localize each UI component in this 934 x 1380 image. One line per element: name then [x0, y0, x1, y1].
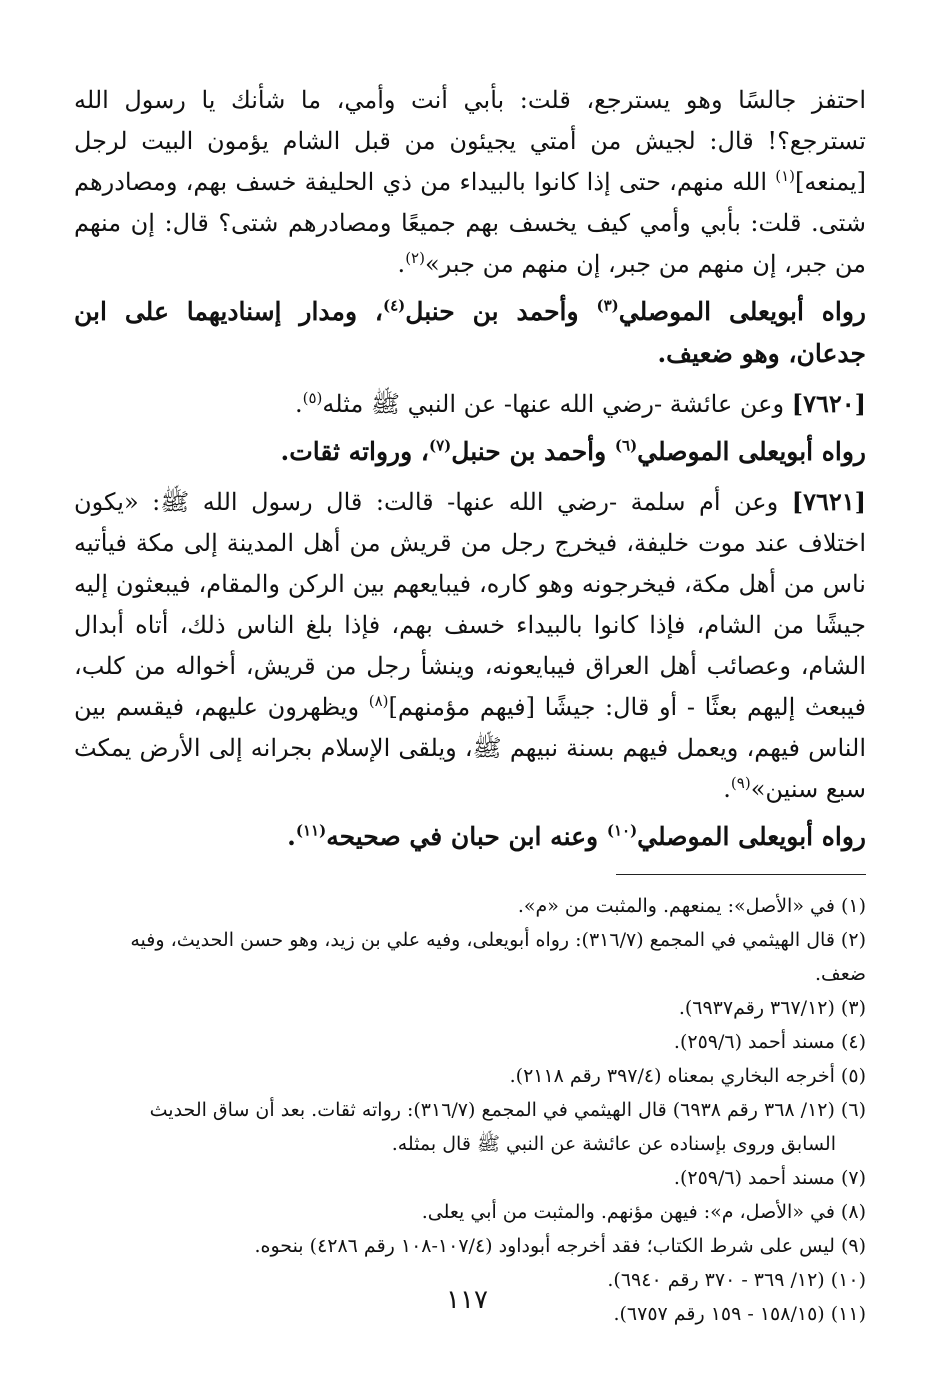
text-run: .	[723, 775, 731, 803]
text-run: السابق وروى بإسناده عن عائشة عن النبي ﷺ قال بمثله.	[391, 1133, 836, 1155]
text-run: وأحمد بن حنبل	[405, 297, 597, 326]
text-run: رواه أبويعلى الموصلي	[637, 437, 866, 466]
attribution-1	[74, 291, 866, 375]
footnote-divider	[616, 874, 866, 875]
footnote-ref[interactable]: (٩)	[730, 774, 751, 792]
footnote-ref[interactable]: (٧)	[428, 436, 452, 455]
text-run: وعنه ابن حبان في صحيحه	[326, 822, 607, 851]
footnote-7: (٧) مسند أحمد (٢٥٩/٦).	[673, 1167, 866, 1189]
text-run: ، ومدار إسناديهما على ابن جدعان، وهو ضعيف.	[74, 297, 866, 368]
footnote-ref[interactable]: (١)	[775, 167, 796, 185]
footnote-ref[interactable]: (٤)	[382, 296, 406, 315]
footnote-ref[interactable]: (٦)	[614, 436, 638, 455]
text-run: .	[397, 250, 406, 278]
footnote-5: (٥) أخرجه البخاري بمعناه (٣٩٧/٤ رقم ٢١١٨).	[509, 1065, 866, 1087]
footnote-ref[interactable]: (١١)	[295, 821, 327, 840]
text-run: .	[287, 822, 296, 851]
hadith-number: [٧٦٢٠]	[791, 389, 866, 418]
attribution-2	[74, 431, 866, 473]
footnote-3: (٣) (٣٦٧/١٢ رقم٦٩٣٧).	[678, 997, 866, 1019]
footnote-ref[interactable]: (٥)	[302, 389, 323, 407]
footnote-ref[interactable]: (٣)	[596, 296, 619, 315]
hadith-paragraph-7620	[74, 383, 866, 425]
text-run: ، ورواته ثقات.	[280, 437, 429, 466]
footnote-1: (١) في «الأصل»: يمنعهم. والمثبت من «م».	[517, 895, 866, 917]
footnote-8: (٨) في «الأصل، م»: فيهن مؤنهم. والمثبت من أبي يعلى.	[421, 1201, 866, 1223]
footnote-10: (١٠) (١٢/ ٣٦٩ - ٣٧٠ رقم ٦٩٤٠).	[607, 1269, 866, 1291]
hadith-paragraph-1	[74, 80, 866, 285]
text-run: وعن عائشة -رضي الله عنها- عن النبي ﷺ مثله	[322, 390, 792, 418]
text-run: الله منهم، حتى إذا كانوا بالبيداء من ذي الحليفة خسف بهم، ومصادرهم شتى. قلت: بأبي وأمي كيف يخسف بهم جميعًا ومصادرهم شتى؟ قال: إن منهم من جبر، إن منهم من جبر، إن منهم من جبر»	[74, 168, 866, 278]
footnote-ref[interactable]: (٨)	[368, 692, 389, 710]
footnote-6: (٦) (١٢/ ٣٦٨ رقم ٦٩٣٨) قال الهيثمي في المجمع (٣١٦/٧): رواته ثقات. بعد أن ساق الحديث	[149, 1099, 866, 1121]
footnotes	[74, 889, 866, 1331]
footnote-2: (٢) قال الهيثمي في المجمع (٣١٦/٧): رواه أبويعلى، وفيه علي بن زيد، وهو حسن الحديث، وفيه ضعف.	[130, 929, 866, 985]
footnote-11: (١١) (١٥٨/١٥ - ١٥٩ رقم ٦٧٥٧).	[613, 1303, 866, 1325]
text-run: رواه أبويعلى الموصلي	[637, 822, 866, 851]
text-run: وعن أم سلمة -رضي الله عنها- قالت: قال رسول الله ﷺ: «يكون اختلاف عند موت خليفة، فيخرج رجل من قريش من أهل المدينة إلى مكة فيأتيه ناس من أهل مكة، فيخرجونه وهو كاره، فيبايعهم بين الركن والمقام، فيبعثون إليه جيشًا من الشام، فإذا كانوا بالبيداء خسف بهم، فإذا بلغ الناس ذلك، أتاه أبدال الشام، وعصائب أهل العراق فيبايعونه، وينشأ رجل من قريش، أخواله من كلب، فيبعث إليهم بعثًا - أو قال: جيشًا [فيهم مؤمنهم]	[74, 488, 866, 721]
text-run: احتفز جالسًا وهو يسترجع، قلت: بأبي أنت وأمي، ما شأنك يا رسول الله تسترجع؟! قال: لجيش من أمتي يجيئون من قبل الشام يؤمون البيت لرجل [يمنعه]	[74, 86, 866, 196]
hadith-paragraph-7621	[74, 481, 866, 810]
footnote-ref[interactable]: (١٠)	[606, 821, 638, 840]
text-run: .	[294, 390, 303, 418]
text-run: رواه أبويعلى الموصلي	[618, 297, 866, 326]
text-run: ويظهرون عليهم، فيقسم بين الناس فيهم، ويعمل فيهم بسنة نبيهم ﷺ، ويلقى الإسلام بجرانه إلى الأرض يمكث سبع سنين»	[74, 693, 866, 803]
attribution-3	[74, 816, 866, 858]
footnote-ref[interactable]: (٢)	[405, 249, 425, 267]
hadith-number: [٧٦٢١]	[791, 487, 866, 516]
page-number: ١١٧	[446, 1285, 488, 1315]
footnote-9: (٩) ليس على شرط الكتاب؛ فقد أخرجه أبوداود (١٠٧/٤-١٠٨ رقم ٤٢٨٦) بنحوه.	[254, 1235, 866, 1257]
text-run: وأحمد بن حنبل	[451, 437, 615, 466]
footnote-4: (٤) مسند أحمد (٢٥٩/٦).	[673, 1031, 866, 1053]
footnote-6-continuation	[74, 1127, 866, 1161]
